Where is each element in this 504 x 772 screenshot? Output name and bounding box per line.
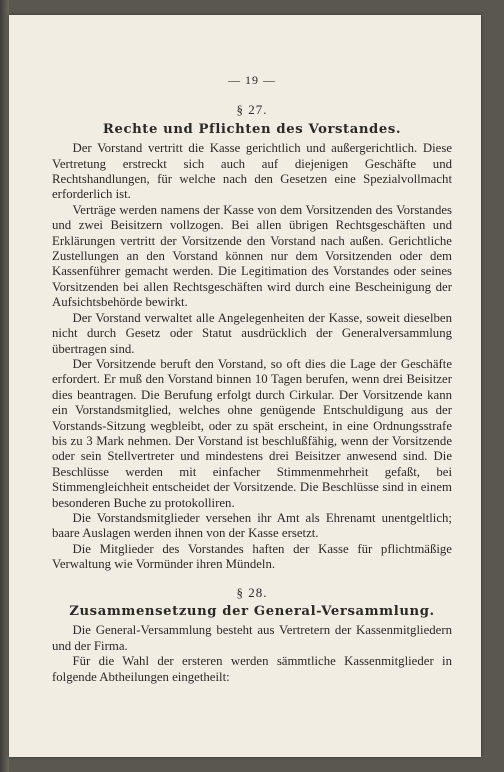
section-title: Zusammensetzung der General-Versammlung. bbox=[69, 604, 435, 619]
book-gutter bbox=[0, 0, 9, 772]
paragraph: Die General-Versammlung besteht aus Vertretern der Kassenmitgliedern und der Firma. bbox=[52, 623, 452, 653]
section-number: § 28. bbox=[236, 584, 268, 600]
book-page bbox=[9, 15, 481, 757]
page-text bbox=[52, 73, 452, 685]
paragraph: Die Vorstandsmitglieder versehen ihr Amt als Ehrenamt unentgeltlich; baare Auslagen werden ihnen von der Kasse ersetzt. bbox=[52, 510, 452, 541]
section-title: Rechte und Pflichten des Vorstandes. bbox=[102, 121, 402, 137]
paragraph: Für die Wahl der ersteren werden sämmtliche Kassenmitglieder in folgende Abtheilungen eingetheilt: bbox=[52, 654, 452, 684]
paragraph: Verträge werden namens der Kasse von dem Vorsitzenden des Vorstandes und zwei Beisitzern vollzogen. Bei allen übrigen Rechtsgeschäften und Erklärungen vertritt der Vorsitzende den Vorstand nach außen. Gerichtliche Zustellungen an den Vorstand können nur dem Vorsitzenden oder dem Kassenführer gemacht werden. Die Legitimation des Vorstandes oder seines Vorsitzenden bei allen Rechtsgeschäften wird durch eine Bescheinigung der Aufsichtsbehörde bewirkt. bbox=[52, 202, 452, 310]
page-number: — 19 — bbox=[228, 73, 276, 87]
section-number: § 27. bbox=[236, 102, 268, 118]
paragraph: Der Vorsitzende beruft den Vorstand, so oft dies die Lage der Geschäfte erfordert. Er muß den Vorstand binnen 10 Tagen berufen, wenn drei Beisitzer dies beantragen. Die Berufung erfolgt durch Cirkular. Der Vorsitzende kann ein Vorstandsmitglied, welches ohne genügende Entschuldigung aus der Vorstands-Sitzung wegbleibt, oder zu spät erscheint, in eine Ordnungsstrafe bis zu 3 Mark nehmen. Der Vorstand ist beschlußfähig, wenn der Vorsitzende oder sein Stellvertreter und mindestens drei Beisitzer anwesend sind. Die Beschlüsse werden mit einfacher Stimmenmehrheit gefaßt, bei Stimmengleichheit entscheidet der Vorsitzende. Die Beschlüsse sind in einem besonderen Buche zu protokolliren. bbox=[52, 356, 452, 510]
paragraph: Der Vorstand verwaltet alle Angelegenheiten der Kasse, soweit dieselben nicht durch Gesetz oder Statut ausdrücklich der Generalversammlung übertragen sind. bbox=[52, 310, 452, 356]
paragraph: Der Vorstand vertritt die Kasse gerichtlich und außergerichtlich. Diese Vertretung erstreckt sich auch auf diejenigen Geschäfte und Rechtshandlungen, für welche nach den Gesetzen eine Spezialvollmacht erforderlich ist. bbox=[52, 141, 452, 202]
paragraph: Die Mitglieder des Vorstandes haften der Kasse für pflichtmäßige Verwaltung wie Vormünder ihren Mündeln. bbox=[52, 541, 452, 572]
